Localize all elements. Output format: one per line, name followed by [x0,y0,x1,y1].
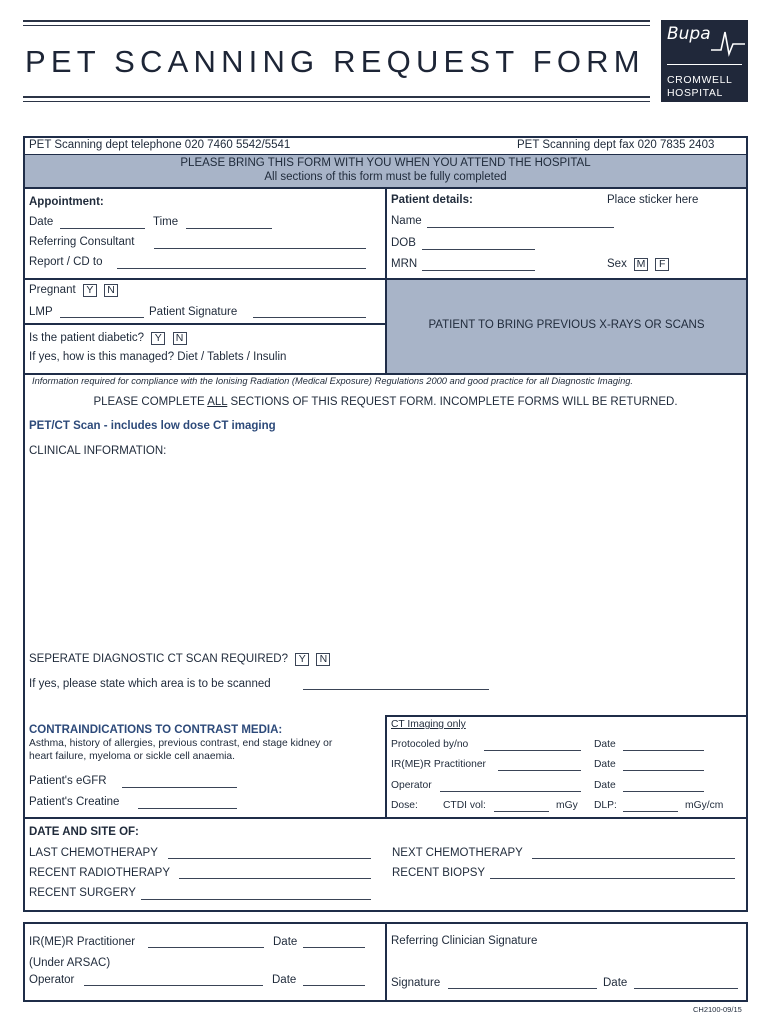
ct-heading: CT Imaging only [391,719,466,730]
bupa-cromwell-logo [661,20,748,102]
area-label: If yes, please state which area is to be scanned [29,678,271,690]
logo-line-2: HOSPITAL [667,87,723,99]
protocoled-field[interactable] [484,750,581,751]
referring-consultant-field[interactable] [154,248,366,249]
ctdi-unit: mGy [556,800,578,811]
pregnant-row [29,284,118,297]
surgery-label: RECENT SURGERY [29,887,136,899]
report-field[interactable] [117,268,366,269]
protocoled-label: Protocoled by/no [391,739,469,750]
dlp-field[interactable] [623,811,678,812]
egfr-label: Patient's eGFR [29,775,107,787]
banner-line-2: All sections of this form must be fully completed [264,171,507,183]
telephone-text: PET Scanning dept telephone 020 7460 5542/5541 [29,139,291,151]
diagnostic-question: SEPERATE DIAGNOSTIC CT SCAN REQUIRED? [29,653,289,665]
diabetic-yes-checkbox[interactable]: Y [151,332,165,345]
heartbeat-icon [711,28,745,58]
signature-date-field[interactable] [634,988,738,989]
egfr-field[interactable] [122,787,237,788]
complete-notice [25,396,746,408]
diagnostic-row [29,653,330,666]
sex-f-checkbox[interactable]: F [655,258,669,271]
practitioner-date-field[interactable] [623,770,704,771]
sex-label: Sex [607,258,627,270]
petct-heading: PET/CT Scan - includes low dose CT imaging [29,420,276,432]
signature-label: Signature [391,977,441,989]
operator-date-label: Date [594,780,616,791]
diabetic-row [29,332,187,345]
creatine-label: Patient's Creatine [29,796,120,808]
ctdi-field[interactable] [494,811,549,812]
dob-field[interactable] [422,249,535,250]
clinical-information-area[interactable] [29,462,741,642]
footer-practitioner-date-label: Date [273,936,298,948]
patient-heading: Patient details: [391,194,473,206]
protocoled-date-field[interactable] [623,750,704,751]
complete-all: ALL [207,396,228,408]
appointment-heading: Appointment: [29,196,104,208]
footer-operator-date-label: Date [272,974,297,986]
footer-practitioner-field[interactable] [148,947,264,948]
biopsy-label: RECENT BIOPSY [392,867,486,879]
dob-label: DOB [391,237,416,249]
last-chemo-field[interactable] [168,858,371,859]
ct-operator-field[interactable] [440,791,581,792]
mrn-field[interactable] [422,270,535,271]
practitioner-date-label: Date [594,759,616,770]
dose-label: Dose: [391,800,418,811]
diagnostic-no-checkbox[interactable]: N [316,653,330,666]
report-label: Report / CD to [29,256,103,268]
sex-m-checkbox[interactable]: M [634,258,648,271]
ct-practitioner-label: IR(ME)R Practitioner [391,759,486,770]
xrays-text: PATIENT TO BRING PREVIOUS X-RAYS OR SCANS [428,319,705,331]
name-label: Name [391,215,422,227]
logo-line-1: CROMWELL [667,74,733,86]
lmp-label: LMP [29,306,53,318]
mrn-label: MRN [391,258,418,270]
dlp-unit: mGy/cm [685,800,724,811]
footer-practitioner-date-field[interactable] [303,947,365,948]
patient-signature-label: Patient Signature [149,306,238,318]
surgery-field[interactable] [141,899,371,900]
footer-operator-label: Operator [29,974,75,986]
complete-post: SECTIONS OF THIS REQUEST FORM. INCOMPLETE FORMS WILL BE RETURNED. [227,396,678,408]
radiotherapy-field[interactable] [179,878,371,879]
ctdi-label: CTDI vol: [443,800,486,811]
page-title: PET SCANNING REQUEST FORM [25,44,645,79]
diabetic-no-checkbox[interactable]: N [173,332,187,345]
contra-text-1: Asthma, history of allergies, previous contrast, end stage kidney or [29,738,333,749]
time-field[interactable] [186,228,272,229]
contra-heading: CONTRAINDICATIONS TO CONTRAST MEDIA: [29,724,283,736]
diabetic-label: Is the patient diabetic? [29,332,145,344]
referring-consultant-label: Referring Consultant [29,236,135,248]
creatine-field[interactable] [138,808,237,809]
patient-signature-field[interactable] [253,317,366,318]
lmp-field[interactable] [60,317,144,318]
logo-brand: Bupa [667,24,711,44]
clinician-signature-label: Referring Clinician Signature [391,935,538,947]
footer-practitioner-label: IR(ME)R Practitioner [29,936,136,948]
ct-operator-label: Operator [391,780,432,791]
pregnant-no-checkbox[interactable]: N [104,284,118,297]
next-chemo-field[interactable] [532,858,735,859]
name-field[interactable] [427,227,614,228]
radiotherapy-label: RECENT RADIOTHERAPY [29,867,171,879]
sticker-text: Place sticker here [607,194,699,206]
complete-pre: PLEASE COMPLETE [93,396,208,408]
date-label: Date [29,216,54,228]
contra-text-2: heart failure, myeloma or sickle cell anaemia. [29,751,236,762]
protocoled-date-label: Date [594,739,616,750]
date-field[interactable] [60,228,145,229]
footer-operator-field[interactable] [84,985,263,986]
clinical-label: CLINICAL INFORMATION: [29,445,167,457]
signature-field[interactable] [448,988,597,989]
ct-practitioner-field[interactable] [498,770,581,771]
dlp-label: DLP: [594,800,617,811]
compliance-text: Information required for compliance with the Ionising Radiation (Medical Exposure) Regulations 2000 and good practice for all Diagnostic Imaging. [32,376,634,386]
last-chemo-label: LAST CHEMOTHERAPY [29,847,158,859]
footer-operator-date-field[interactable] [303,985,365,986]
time-label: Time [153,216,179,228]
pregnant-label: Pregnant [29,284,76,296]
dates-heading: DATE AND SITE OF: [29,826,139,838]
next-chemo-label: NEXT CHEMOTHERAPY [392,847,523,859]
arsac-label: (Under ARSAC) [29,957,111,969]
biopsy-field[interactable] [490,878,735,879]
fax-text: PET Scanning dept fax 020 7835 2403 [517,139,715,151]
area-field[interactable] [303,689,489,690]
banner-line-1: PLEASE BRING THIS FORM WITH YOU WHEN YOU ATTEND THE HOSPITAL [180,157,591,169]
diabetic-managed-text: If yes, how is this managed? Diet / Tablets / Insulin [29,351,287,363]
operator-date-field[interactable] [623,791,704,792]
diagnostic-yes-checkbox[interactable]: Y [295,653,309,666]
signature-date-label: Date [603,977,628,989]
sex-field [607,258,669,271]
pregnant-yes-checkbox[interactable]: Y [83,284,97,297]
form-code: CH2100-09/15 [693,1005,742,1014]
